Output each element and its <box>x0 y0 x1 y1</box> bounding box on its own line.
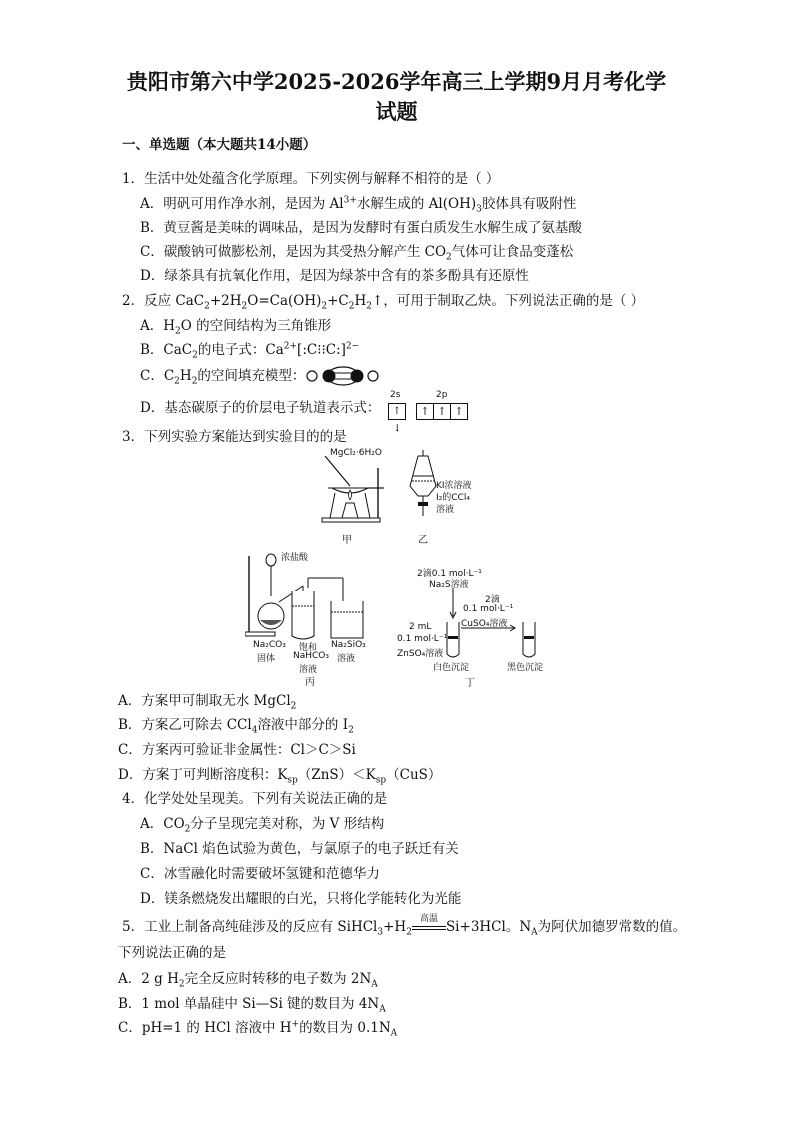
q4-stem: 4．化学处处呈现美。下列有关说法正确的是 <box>122 791 388 807</box>
fig-bing-c1: Na₂SiO₃ <box>331 640 366 650</box>
q1-option-b: B．黄豆酱是美味的调味品，是因为发酵时有蛋白质发生水解生成了氨基酸 <box>140 220 582 236</box>
fig-bing-b2: NaHCO₃ <box>293 651 329 661</box>
figure-ding <box>395 564 555 689</box>
fig-jia-caption: 甲 <box>342 535 352 546</box>
title-line-1: 贵阳市第六中学2025-2026学年高三上学期9月月考化学 <box>126 69 667 94</box>
reaction-condition <box>412 914 446 936</box>
arrow-down-icon: ↑ <box>392 421 402 432</box>
fig-bing-acid-label: 浓盐酸 <box>281 553 309 563</box>
q2-option-b: B．CaC$_2$的电子式：$Ca^{2+}[:C⁝⁝C:]^{2-}$ <box>140 341 360 361</box>
fig-bing-c2: 溶液 <box>337 654 356 664</box>
fig-bing-a2: 固体 <box>257 654 276 664</box>
fig-bing-b3: 溶液 <box>299 665 318 675</box>
fig-ding-t1: 2滴0.1 mol·L⁻¹ <box>417 569 482 579</box>
orbital-2s-box <box>388 403 406 432</box>
q2-option-c: C．$C_2H_2$的空间填充模型： <box>140 368 306 387</box>
q5-option-a: A．2 g $H_2$完全反应时转移的电子数为 $2N_A$ <box>118 971 378 990</box>
fig-ding-white-precipitate: 白色沉淀 <box>433 663 470 673</box>
figure-bing <box>245 546 385 686</box>
q1-stem: 1．生活中处处蕴含化学原理。下列实例与解释不相符的是（ ） <box>122 171 500 187</box>
orbital-2p-box-3 <box>450 403 468 420</box>
q1-option-d: D．绿茶具有抗氧化作用，是因为绿茶中含有的茶多酚具有还原性 <box>140 268 529 284</box>
arrow-up-icon: ↑ <box>420 405 430 418</box>
q2-option-d: D．基态碳原子的价层电子轨道表示式： <box>140 400 381 416</box>
fig-ding-r1: 2滴 <box>485 595 500 605</box>
q1-option-a: A．明矾可用作净水剂，是因为 $Al^{3+}$水解生成的 $Al(OH)_3$胶体具有吸附性 <box>140 195 577 215</box>
fig-bing-a1: Na₂CO₃ <box>253 640 286 650</box>
arrow-up-icon: ↑ <box>454 405 464 418</box>
fig-ding-r3: CuSO₄溶液 <box>461 619 508 629</box>
q5-stem: 5．工业上制备高纯硅涉及的反应有 $SiHCl_3+H_2$ 高温 Si+3HCl。$N_A$为阿伏加德罗常数的值。 <box>122 918 686 936</box>
acetylene-space-filling-model <box>305 365 380 387</box>
q2-option-a: A．$H_2O$ 的空间结构为三角锥形 <box>140 318 332 337</box>
fig-yi-caption: 乙 <box>418 535 428 546</box>
fig-jia-reagent-label: MgCl₂·6H₂O <box>330 448 382 458</box>
fig-yi-label-2: I₂的CCl₄ <box>436 493 470 503</box>
section-heading: 一、单选题（本大题共14小题） <box>122 137 317 153</box>
figure-yi <box>408 448 478 548</box>
q4-option-b: B．NaCl 焰色试验为黄色，与氯原子的电子跃迁有关 <box>140 841 459 857</box>
q3-option-b: B．方案乙可除去 CCl$_4$溶液中部分的 $I_2$ <box>118 717 354 736</box>
q3-option-d: D．方案丁可判断溶度积：$K_{sp}(ZnS)<K_{sp}(CuS)$ <box>118 767 442 786</box>
fig-ding-l3: ZnSO₄溶液 <box>397 649 444 659</box>
fig-ding-t2: Na₂S溶液 <box>429 580 469 590</box>
title-line-2: 试题 <box>375 99 418 124</box>
q3-stem: 3．下列实验方案能达到实验目的的是 <box>122 429 347 445</box>
figure-jia <box>310 448 400 548</box>
q1-option-c: C．碳酸钠可做膨松剂，是因为其受热分解产生 $CO_2$气体可让食品变蓬松 <box>140 244 574 263</box>
fig-ding-caption: 丁 <box>465 678 475 689</box>
q2-stem: 2．反应 $CaC_2+2H_2O=Ca(OH)_2+C_2H_2↑$，可用于制取乙炔。下列说法正确的是（ ） <box>122 293 645 312</box>
q4-option-c: C．冰雪融化时需要破坏氢键和范德华力 <box>140 866 380 882</box>
fig-ding-l1: 2 mL <box>409 622 432 632</box>
arrow-up-icon: ↑ <box>437 405 447 418</box>
fig-bing-b1: 饱和 <box>299 643 318 653</box>
q4-option-a: A．$CO_2$分子呈现完美对称，为 V 形结构 <box>140 816 385 835</box>
test-tubes-illustration <box>395 564 555 674</box>
orbital-2s-label: 2s <box>390 390 401 400</box>
orbital-diagram <box>386 390 476 432</box>
q5-stem-line-2: 下列说法正确的是 <box>118 945 226 961</box>
fig-bing-caption: 丙 <box>305 677 315 688</box>
q4-option-d: D．镁条燃烧发出耀眼的白光，只将化学能转化为光能 <box>140 891 462 907</box>
fig-ding-r2: 0.1 mol·L⁻¹ <box>463 604 514 614</box>
fig-yi-label-3: 溶液 <box>436 505 455 515</box>
fig-ding-l2: 0.1 mol·L⁻¹ <box>397 634 448 644</box>
orbital-2p-box-1 <box>416 403 434 420</box>
heating-apparatus-illustration <box>310 448 400 548</box>
q3-option-c: C．方案丙可验证非金属性：Cl＞C＞Si <box>118 742 356 758</box>
orbital-2p-box-2 <box>433 403 451 420</box>
q3-option-a: A．方案甲可制取无水 MgCl$_2$ <box>118 693 297 712</box>
orbital-2p-label: 2p <box>436 390 448 400</box>
fig-ding-black-precipitate: 黑色沉淀 <box>507 663 544 673</box>
q5-option-c: C．pH=1 的 HCl 溶液中 H+的数目为 $0.1N_A$ <box>118 1019 398 1039</box>
reaction-condition-label: 高温 <box>419 914 438 924</box>
fig-yi-label-1: KI浓溶液 <box>436 481 472 491</box>
q5-option-b: B．1 mol 单晶硅中 Si—Si 键的数目为 $4N_A$ <box>118 996 386 1015</box>
arrow-up-icon: ↑ <box>392 406 402 417</box>
